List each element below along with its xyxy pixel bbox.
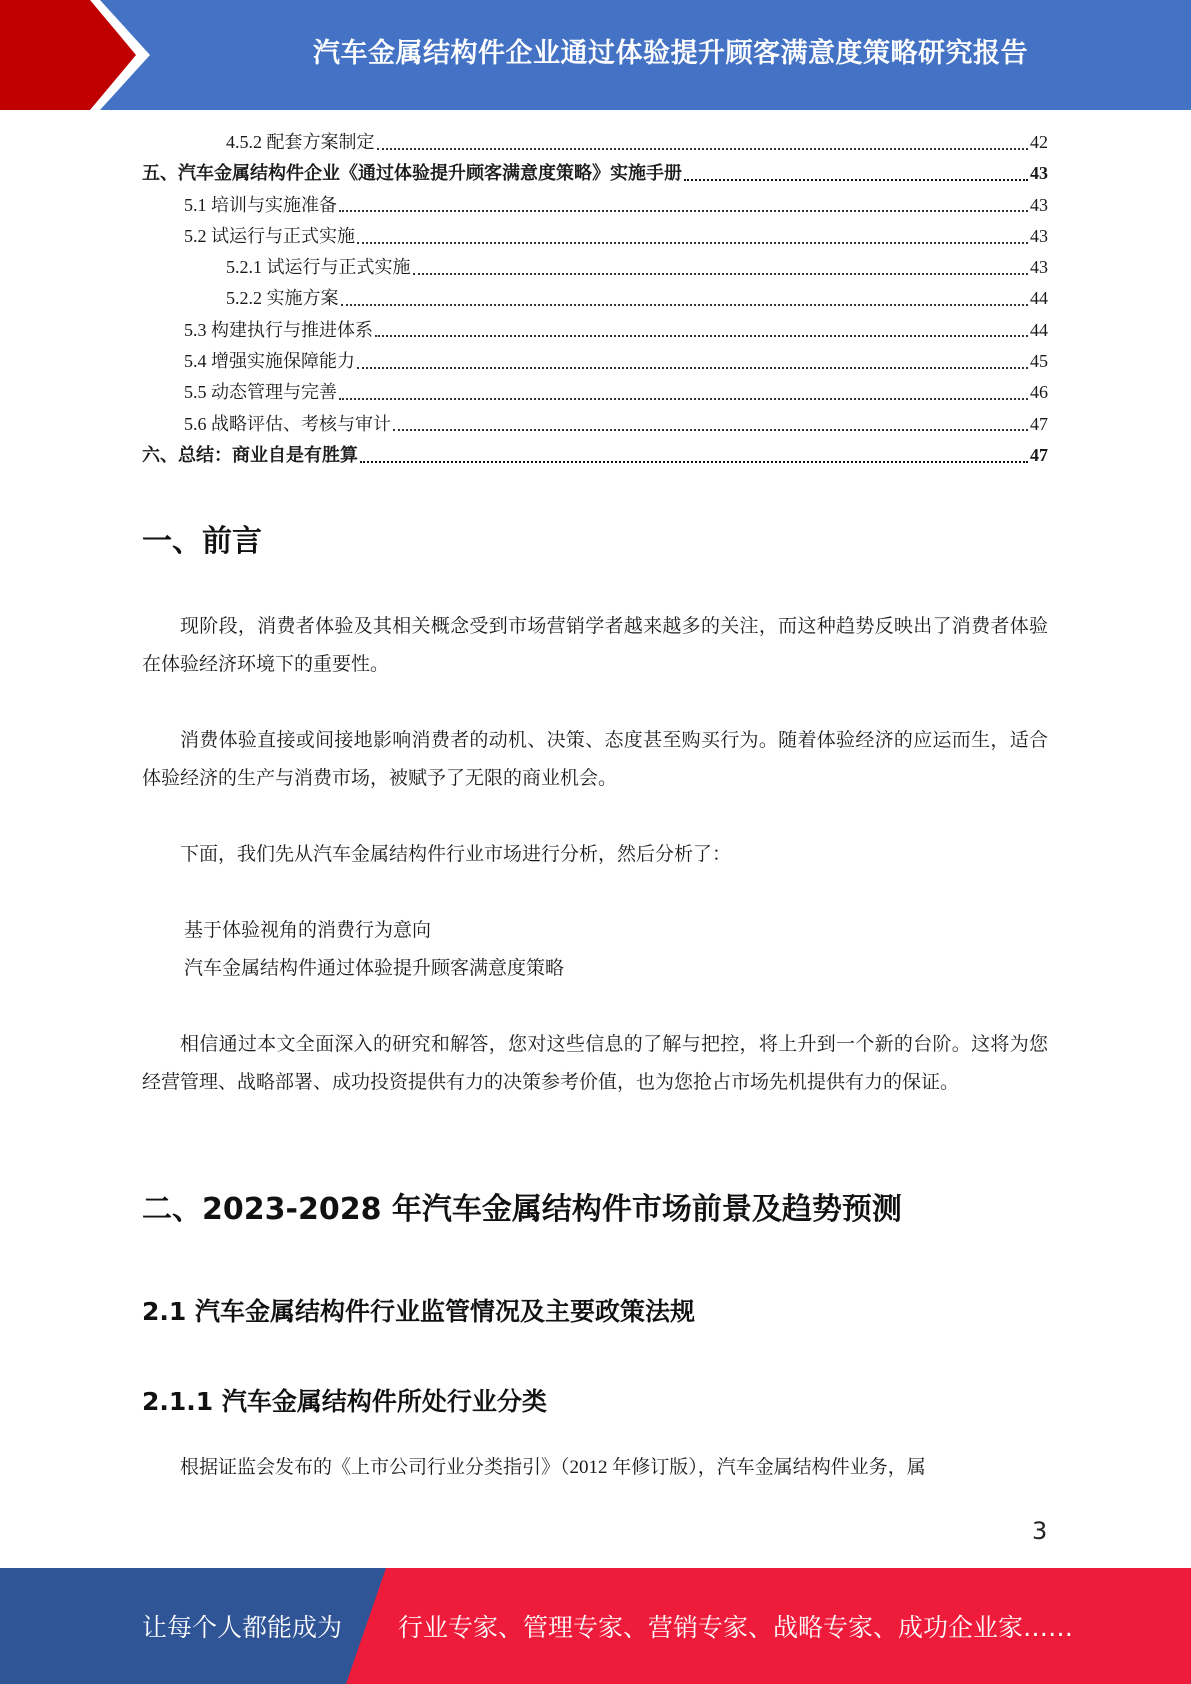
- subsection-heading: 2.1.1 汽车金属结构件所处行业分类: [142, 1387, 547, 1416]
- toc-entry[interactable]: [142, 284, 1048, 315]
- page-footer: [0, 1568, 1191, 1684]
- toc-leader-dots: [339, 398, 1028, 400]
- page-header: [0, 0, 1191, 110]
- toc-entry[interactable]: [142, 159, 1048, 190]
- table-of-contents: [142, 128, 1048, 472]
- paragraph: 下面，我们先从汽车金属结构件行业市场进行分析，然后分析了：: [180, 844, 732, 865]
- toc-entry[interactable]: [142, 253, 1048, 284]
- paragraph: 现阶段，消费者体验及其相关概念受到市场营销学者越来越多的关注，而这种趋势反映出了消费者体验在体验经济环境下的重要性。: [142, 616, 1048, 675]
- toc-entry-title: 5.5 动态管理与完善: [184, 382, 337, 403]
- toc-leader-dots: [341, 304, 1029, 306]
- paragraph: 消费体验直接或间接地影响消费者的动机、决策、态度甚至购买行为。随着体验经济的应运而生，适合体验经济的生产与消费市场，被赋予了无限的商业机会。: [142, 730, 1048, 789]
- toc-entry-page: 43: [1030, 225, 1048, 246]
- toc-leader-dots: [684, 179, 1028, 181]
- section-heading-market-forecast: 二、2023-2028 年汽车金属结构件市场前景及趋势预测: [142, 1192, 902, 1227]
- toc-entry-page: 47: [1030, 413, 1048, 434]
- toc-entry-page: 45: [1030, 351, 1048, 372]
- toc-entry-title: 5.1 培训与实施准备: [184, 194, 337, 215]
- toc-entry-title: 5.3 构建执行与推进体系: [184, 319, 373, 340]
- list-item: 汽车金属结构件通过体验提升顾客满意度策略: [184, 958, 565, 979]
- toc-entry-page: 42: [1030, 132, 1048, 152]
- toc-entry[interactable]: [142, 441, 1048, 472]
- list-item: 基于体验视角的消费行为意向: [184, 920, 432, 941]
- toc-leader-dots: [413, 273, 1029, 275]
- section-heading-preface: 一、前言: [142, 524, 262, 559]
- toc-entry-title: 5.2.2 实施方案: [226, 288, 339, 309]
- toc-entry-title: 5.4 增强实施保障能力: [184, 351, 355, 372]
- toc-entry-title: 5.6 战略评估、考核与审计: [184, 413, 391, 434]
- toc-leader-dots: [375, 335, 1028, 337]
- toc-leader-dots: [357, 367, 1028, 369]
- toc-leader-dots: [357, 242, 1028, 244]
- toc-entry[interactable]: [142, 316, 1048, 347]
- toc-leader-dots: [377, 148, 1029, 150]
- toc-leader-dots: [360, 461, 1028, 463]
- toc-entry-title: 4.5.2 配套方案制定: [226, 132, 375, 152]
- toc-entry[interactable]: [142, 128, 1048, 159]
- toc-leader-dots: [393, 429, 1028, 431]
- toc-entry[interactable]: [142, 191, 1048, 222]
- toc-entry-title: 六、总结：商业自是有胜算: [142, 444, 358, 465]
- toc-entry[interactable]: [142, 347, 1048, 378]
- toc-entry-title: 5.2.1 试运行与正式实施: [226, 257, 411, 278]
- toc-entry[interactable]: [142, 410, 1048, 441]
- footer-slogan-right: 行业专家、管理专家、营销专家、战略专家、成功企业家……: [398, 1613, 1074, 1642]
- toc-entry-page: 43: [1030, 257, 1048, 278]
- footer-slogan-left: 让每个人都能成为: [142, 1613, 343, 1642]
- toc-entry[interactable]: [142, 378, 1048, 409]
- page-number: 3: [1032, 1517, 1048, 1545]
- toc-entry-page: 43: [1030, 163, 1048, 184]
- toc-entry-page: 46: [1030, 382, 1048, 403]
- toc-entry[interactable]: [142, 222, 1048, 253]
- toc-entry-title: 五、汽车金属结构件企业《通过体验提升顾客满意度策略》实施手册: [142, 163, 682, 184]
- paragraph: 相信通过本文全面深入的研究和解答，您对这些信息的了解与把控，将上升到一个新的台阶。这将为您经营管理、战略部署、成功投资提供有力的决策参考价值，也为您抢占市场先机提供有力的保证。: [142, 1034, 1048, 1093]
- toc-entry-page: 43: [1030, 194, 1048, 215]
- toc-entry-page: 44: [1030, 288, 1048, 309]
- paragraph: 根据证监会发布的《上市公司行业分类指引》（2012 年修订版），汽车金属结构件业务，属: [180, 1457, 926, 1478]
- toc-entry-page: 47: [1030, 444, 1048, 465]
- toc-entry-page: 44: [1030, 319, 1048, 340]
- toc-leader-dots: [339, 210, 1028, 212]
- subsection-heading: 2.1 汽车金属结构件行业监管情况及主要政策法规: [142, 1297, 695, 1326]
- header-title: 汽车金属结构件企业通过体验提升顾客满意度策略研究报告: [313, 37, 1028, 69]
- toc-entry-title: 5.2 试运行与正式实施: [184, 225, 355, 246]
